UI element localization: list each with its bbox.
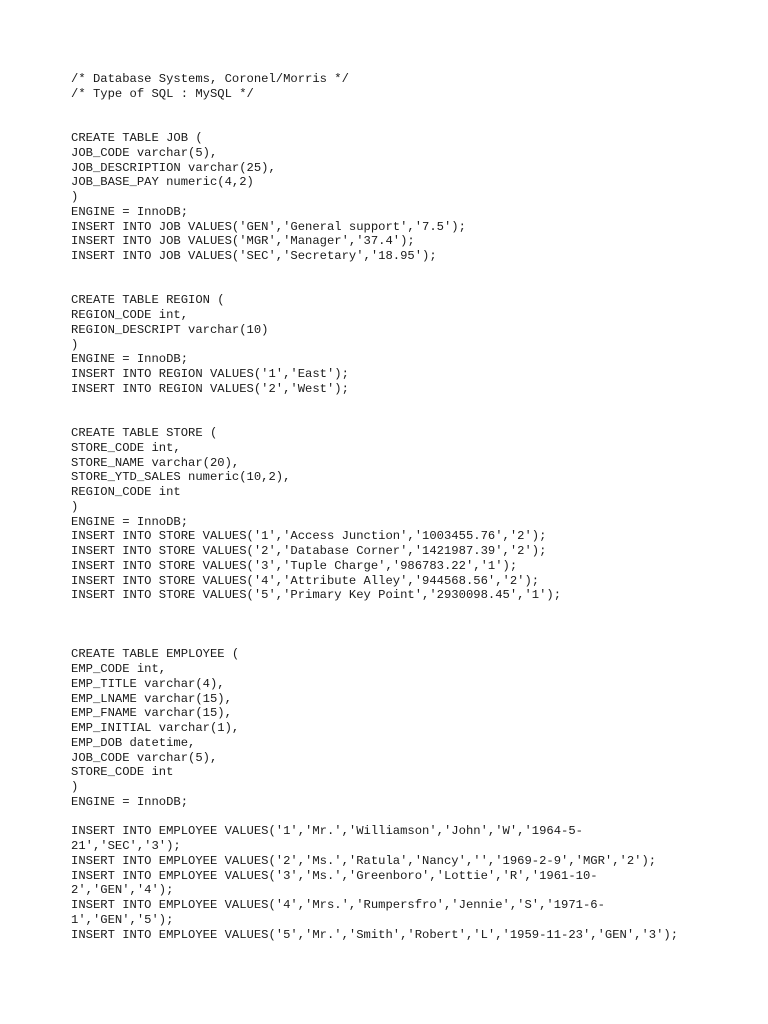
sql-line: JOB_BASE_PAY numeric(4,2)	[71, 175, 254, 190]
sql-line: CREATE TABLE REGION (	[71, 293, 225, 308]
blank-space	[71, 264, 751, 294]
sql-line: STORE_NAME varchar(20),	[71, 455, 240, 470]
sql-line: INSERT INTO JOB VALUES('GEN','General support','7.5');	[71, 219, 466, 234]
sql-line: EMP_FNAME varchar(15),	[71, 706, 232, 721]
sql-line: CREATE TABLE STORE (	[71, 426, 218, 440]
sql-line: 1','GEN','5');	[71, 912, 174, 927]
sql-line: REGION_CODE int,	[71, 308, 189, 322]
sql-line: 2','GEN','4');	[71, 883, 174, 898]
sql-line: EMP_TITLE varchar(4),	[71, 676, 225, 691]
sql-line: )	[71, 190, 79, 204]
sql-line: )	[71, 499, 79, 514]
sql-line: INSERT INTO EMPLOYEE VALUES('4','Mrs.','Rumpersfro','Jennie','S','1971-6-	[71, 898, 605, 912]
sql-line: ENGINE = InnoDB;	[71, 514, 189, 529]
sql-line: STORE_CODE int	[71, 765, 174, 780]
comment-line: /* Type of SQL : MySQL */	[71, 86, 254, 101]
sql-line: REGION_DESCRIPT varchar(10)	[71, 322, 269, 337]
region-table-block	[71, 293, 751, 396]
sql-document	[71, 72, 751, 942]
sql-line: CREATE TABLE JOB (	[71, 131, 203, 145]
sql-line: INSERT INTO REGION VALUES('2','West');	[71, 381, 349, 396]
sql-line: REGION_CODE int	[71, 485, 181, 499]
sql-line: INSERT INTO EMPLOYEE VALUES('5','Mr.','Smith','Robert','L','1959-11-23','GEN','3');	[71, 927, 679, 942]
sql-line: EMP_LNAME varchar(15),	[71, 691, 232, 706]
blank-space	[71, 102, 751, 132]
sql-line: INSERT INTO REGION VALUES('1','East');	[71, 367, 349, 381]
sql-line: INSERT INTO JOB VALUES('SEC','Secretary','18.95');	[71, 249, 437, 263]
employee-inserts-block	[71, 824, 751, 942]
blank-space	[71, 603, 751, 647]
sql-line: JOB_CODE varchar(5),	[71, 145, 218, 160]
job-table-block	[71, 131, 751, 264]
header-comments	[71, 72, 751, 102]
blank-space	[71, 397, 751, 427]
sql-line: EMP_CODE int,	[71, 662, 167, 676]
sql-line: )	[71, 337, 79, 352]
sql-line: ENGINE = InnoDB;	[71, 204, 189, 219]
sql-line: ENGINE = InnoDB;	[71, 352, 189, 367]
sql-line: CREATE TABLE EMPLOYEE (	[71, 647, 240, 662]
sql-line: STORE_YTD_SALES numeric(10,2),	[71, 470, 291, 485]
sql-line: EMP_INITIAL varchar(1),	[71, 721, 240, 735]
sql-line: INSERT INTO JOB VALUES('MGR','Manager','37.4');	[71, 234, 415, 249]
sql-line: INSERT INTO STORE VALUES('5','Primary Key Point','2930098.45','1');	[71, 588, 562, 603]
sql-line: INSERT INTO STORE VALUES('4','Attribute Alley','944568.56','2');	[71, 573, 540, 588]
sql-line: INSERT INTO STORE VALUES('3','Tuple Charge','986783.22','1');	[71, 558, 518, 573]
sql-line: INSERT INTO STORE VALUES('1','Access Junction','1003455.76','2');	[71, 529, 547, 544]
employee-table-block	[71, 647, 751, 809]
sql-line: INSERT INTO EMPLOYEE VALUES('3','Ms.','Greenboro','Lottie','R','1961-10-	[71, 868, 598, 883]
sql-line: ENGINE = InnoDB;	[71, 794, 189, 809]
sql-line: JOB_DESCRIPTION varchar(25),	[71, 160, 276, 175]
blank-space	[71, 810, 751, 825]
sql-line: EMP_DOB datetime,	[71, 735, 196, 750]
comment-line: /* Database Systems, Coronel/Morris */	[71, 72, 349, 86]
sql-line: INSERT INTO EMPLOYEE VALUES('2','Ms.','Ratula','Nancy','','1969-2-9','MGR','2');	[71, 853, 657, 868]
store-table-block	[71, 426, 751, 603]
sql-line: )	[71, 780, 79, 794]
sql-line: 21','SEC','3');	[71, 839, 181, 853]
sql-line: STORE_CODE int,	[71, 440, 181, 455]
sql-line: INSERT INTO STORE VALUES('2','Database Corner','1421987.39','2');	[71, 544, 547, 558]
sql-line: INSERT INTO EMPLOYEE VALUES('1','Mr.','Williamson','John','W','1964-5-	[71, 824, 583, 839]
sql-line: JOB_CODE varchar(5),	[71, 750, 218, 765]
